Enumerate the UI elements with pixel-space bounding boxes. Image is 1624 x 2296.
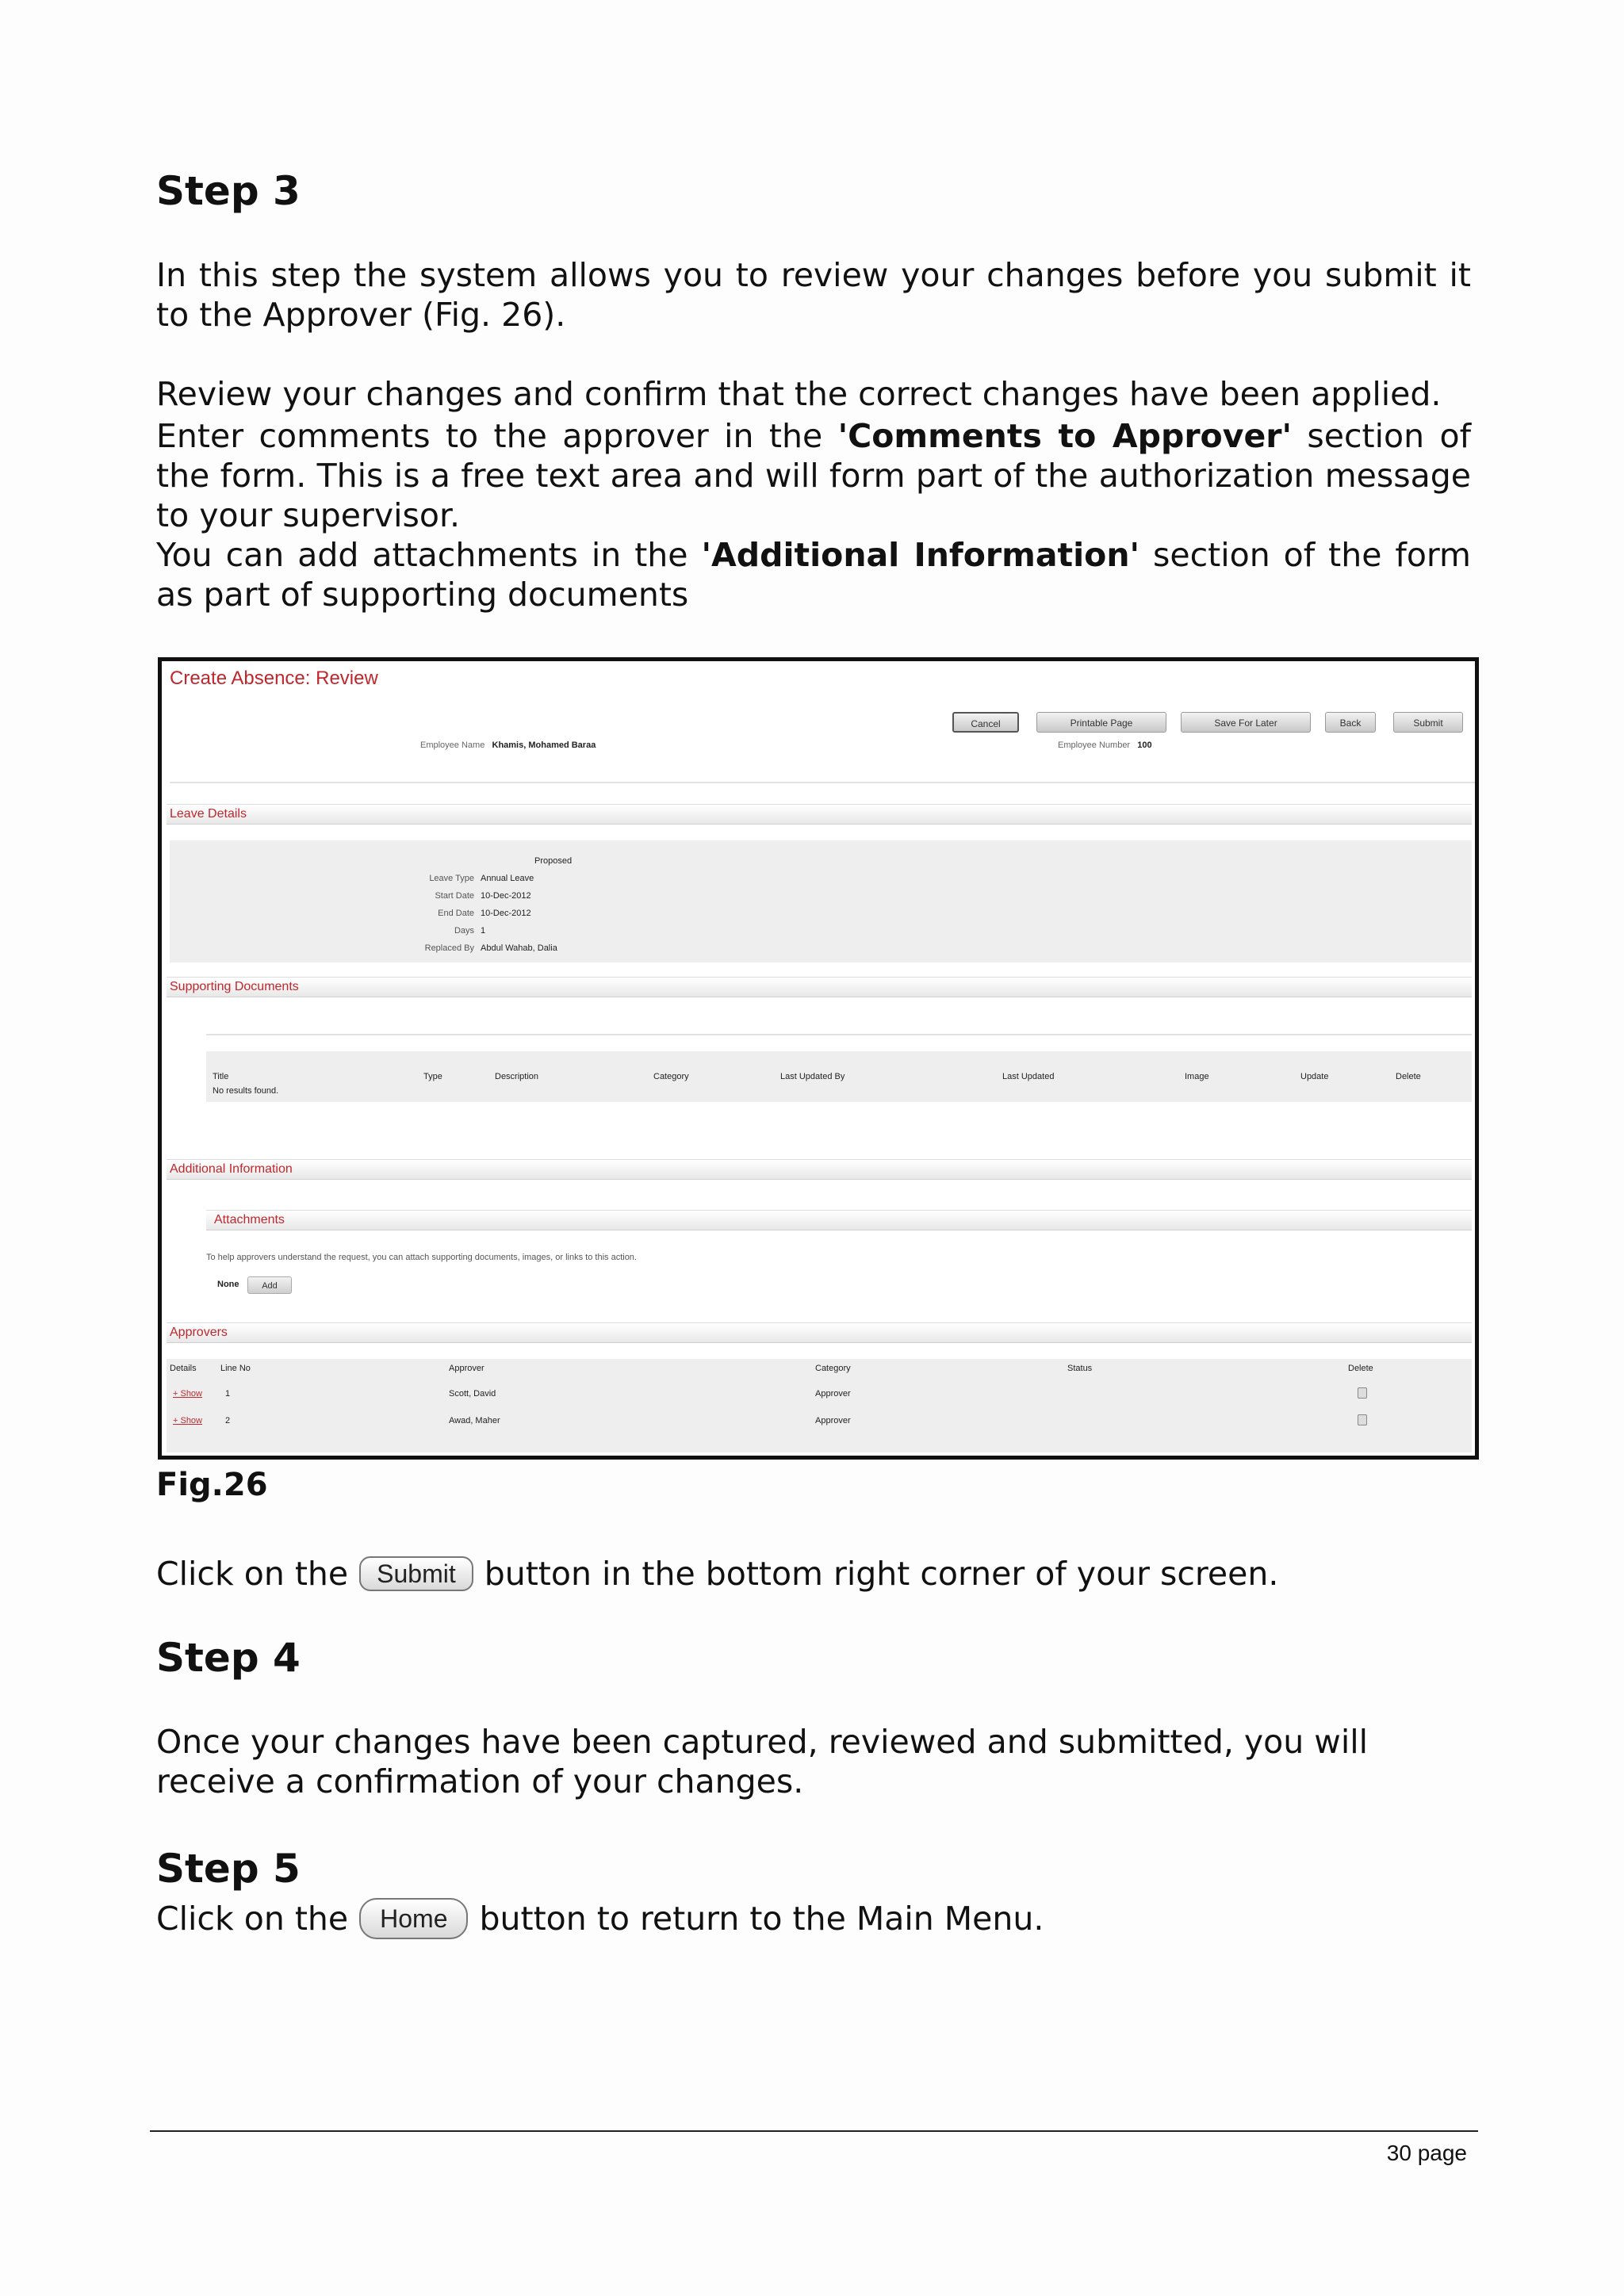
delete-icon[interactable]	[1358, 1414, 1367, 1425]
attachments-none: None	[217, 1280, 239, 1289]
leave-detail-label: End Date	[438, 909, 474, 918]
leave-detail-value: 10-Dec-2012	[481, 891, 531, 901]
step-4-text: Once your changes have been captured, reviewed and submitted, you will receive a confirmation of your changes.	[156, 1723, 1368, 1800]
column-header: Category	[815, 1364, 851, 1373]
create-absence-review-screenshot	[158, 657, 1479, 1460]
column-header: Status	[1067, 1364, 1093, 1373]
employee-number: 100	[1137, 740, 1152, 750]
attachments-bar	[206, 1210, 1472, 1230]
leave-detail-label: Days	[454, 926, 474, 936]
line-number: 2	[225, 1416, 231, 1425]
column-header: Last Updated By	[780, 1072, 845, 1081]
divider	[170, 782, 1475, 783]
back-button[interactable]: Back	[1325, 712, 1376, 733]
supporting-documents-bar	[167, 977, 1472, 997]
step-3-intro: In this step the system allows you to review your changes before you submit it to the Approver (Fig. 26).	[156, 256, 1471, 334]
column-header: Delete	[1396, 1072, 1421, 1081]
supporting-documents-heading: Supporting Documents	[170, 980, 299, 993]
leave-detail-value: Annual Leave	[481, 874, 534, 883]
submit-button-image: Submit	[359, 1556, 473, 1591]
click-submit-text: Click on the Submit button in the bottom right corner of your screen.	[156, 1555, 1279, 1593]
additional-information-label: 'Additional Information'	[701, 536, 1140, 574]
step-3-heading: Step 3	[156, 168, 301, 214]
divider	[206, 1034, 1472, 1035]
leave-detail-value: Abdul Wahab, Dalia	[481, 943, 557, 953]
approvers-bar	[167, 1322, 1472, 1343]
line-number: 1	[225, 1389, 231, 1399]
column-header: Delete	[1348, 1364, 1373, 1373]
column-header: Approver	[449, 1364, 485, 1373]
column-header: Line No	[220, 1364, 251, 1373]
column-header: Details	[170, 1364, 197, 1373]
figure-caption: Fig.26	[156, 1467, 268, 1503]
additional-information-bar	[167, 1159, 1472, 1180]
approver-category: Approver	[815, 1416, 851, 1425]
employee-number-row: Employee Number 100	[1058, 740, 1152, 750]
no-results-text: No results found.	[213, 1086, 279, 1096]
leave-details-bar	[167, 804, 1472, 825]
submit-button[interactable]: Submit	[1393, 712, 1463, 733]
column-header: Image	[1185, 1072, 1209, 1081]
comments-to-approver-label: 'Comments to Approver'	[837, 417, 1293, 455]
column-header: Update	[1300, 1072, 1329, 1081]
show-details-link[interactable]: + Show	[173, 1416, 202, 1425]
leave-detail-label: Start Date	[435, 891, 474, 901]
leave-details-heading: Leave Details	[170, 807, 247, 821]
step-5-text: Click on the Home button to return to the Main Menu.	[156, 1900, 1044, 1938]
leave-details-panel	[170, 840, 1472, 962]
approvers-heading: Approvers	[170, 1326, 228, 1339]
page-number: 30 page	[1386, 2141, 1467, 2165]
employee-name: Khamis, Mohamed Baraa	[492, 740, 596, 750]
save-for-later-button[interactable]: Save For Later	[1181, 712, 1311, 733]
leave-detail-value: 1	[481, 926, 486, 936]
cancel-button[interactable]: Cancel	[952, 712, 1019, 733]
approver-name: Awad, Maher	[449, 1416, 500, 1425]
approver-category: Approver	[815, 1389, 851, 1399]
column-header: Description	[495, 1072, 539, 1081]
step-3-review-text: Review your changes and confirm that the correct changes have been applied.	[156, 375, 1442, 413]
delete-icon[interactable]	[1358, 1387, 1367, 1399]
attachments-help-text: To help approvers understand the request, you can attach supporting documents, images, or links to this action.	[206, 1253, 637, 1262]
leave-detail-value: 10-Dec-2012	[481, 909, 531, 918]
step-3-comments-text: Enter comments to the approver in the 'Comments to Approver' section of the form. This is a free text area and will form part of the authorization message to your supervisor.	[156, 417, 1471, 534]
proposed-label: Proposed	[534, 856, 573, 866]
attachments-heading: Attachments	[214, 1213, 285, 1226]
printable-page-button[interactable]: Printable Page	[1036, 712, 1166, 733]
leave-detail-label: Leave Type	[429, 874, 474, 883]
column-header: Last Updated	[1002, 1072, 1055, 1081]
screenshot-title: Create Absence: Review	[170, 668, 378, 689]
column-header: Type	[423, 1072, 442, 1081]
approver-name: Scott, David	[449, 1389, 496, 1399]
employee-name-row: Employee Name Khamis, Mohamed Baraa	[420, 740, 596, 750]
column-header: Category	[653, 1072, 689, 1081]
home-button-image: Home	[359, 1898, 468, 1939]
add-attachment-button[interactable]: Add	[247, 1276, 292, 1294]
additional-information-heading: Additional Information	[170, 1162, 293, 1176]
show-details-link[interactable]: + Show	[173, 1389, 202, 1399]
step-3-attachments-text: You can add attachments in the 'Additional Information' section of the form as part of supporting documents	[156, 536, 1471, 614]
step-4-heading: Step 4	[156, 1635, 301, 1681]
footer-rule	[150, 2130, 1478, 2132]
step-5-heading: Step 5	[156, 1846, 301, 1892]
column-header: Title	[213, 1072, 229, 1081]
leave-detail-label: Replaced By	[424, 943, 474, 953]
